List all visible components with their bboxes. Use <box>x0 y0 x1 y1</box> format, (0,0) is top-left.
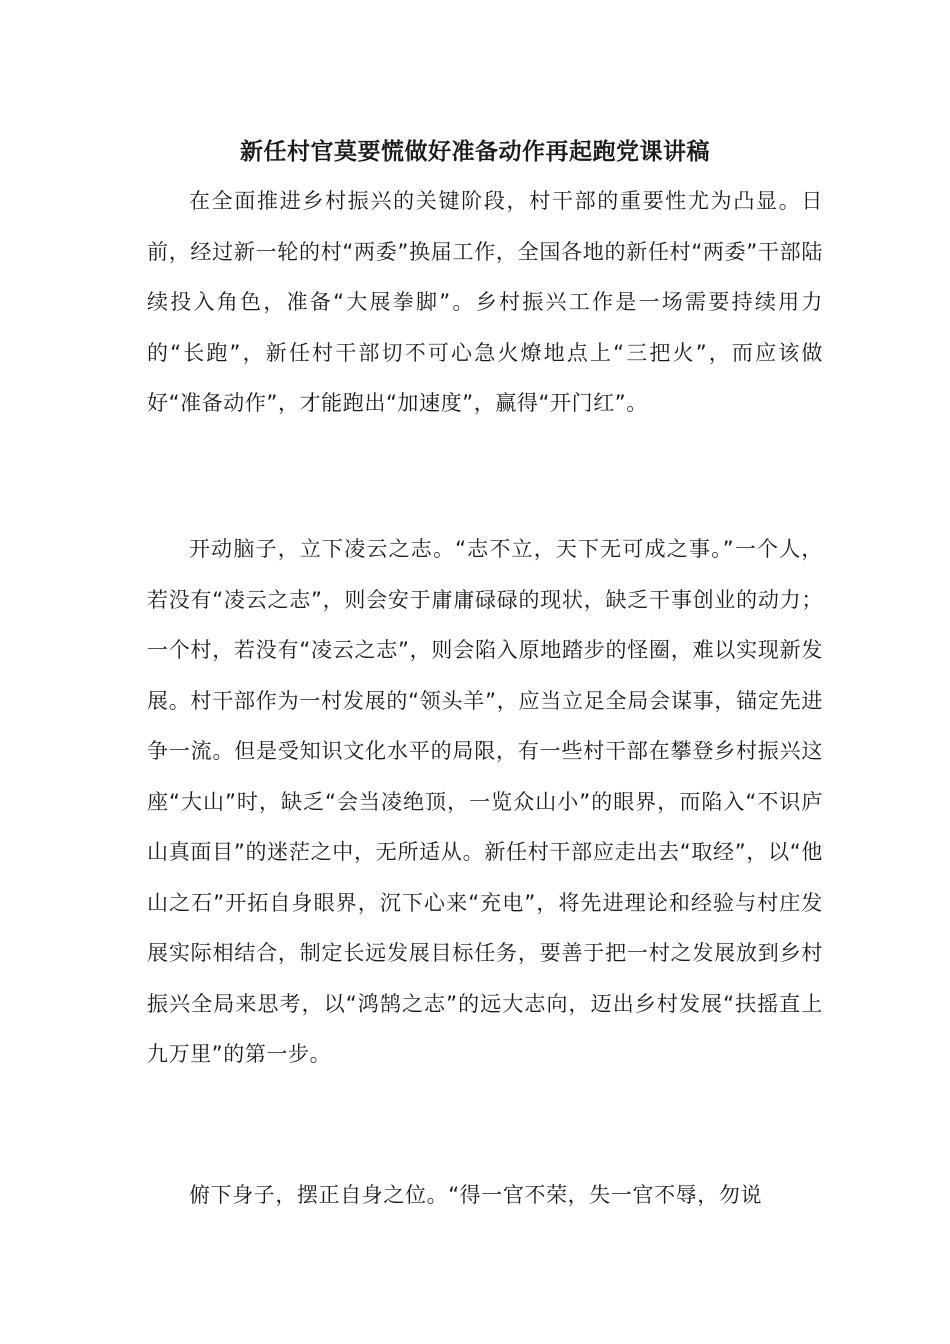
document-title: 新任村官莫要慌做好准备动作再起跑党课讲稿 <box>240 139 710 165</box>
paragraph-ambition: 开动脑子，立下凌云之志。“志不立，天下无可成之事。”一个人，若没有“凌云之志”，则会安于庸庸碌碌的现状，缺乏干事创业的动力；一个村，若没有“凌云之志”，则会陷入原地踏步的怪圈，难以实现新发展。村干部作为一村发展的“领头羊”，应当立足全局会谋事，锚定先进争一流。但是受知识文化水平的局限，有一些村干部在攀登乡村振兴这座“大山”时，缺乏“会当凌绝顶，一览众山小”的眼界，而陷入“不识庐山真面目”的迷茫之中，无所适从。新任村干部应走出去“取经”，以“他山之石”开拓自身眼界，沉下心来“充电”，将先进理论和经验与村庄发展实际相结合，制定长远发展目标任务，要善于把一村之发展放到乡村振兴全局来思考，以“鸿鹄之志”的远大志向，迈出乡村发展“扶摇直上九万里”的第一步。 <box>147 537 823 1066</box>
paragraph-intro: 在全面推进乡村振兴的关键阶段，村干部的重要性尤为凸显。日前，经过新一轮的村“两委”换届工作，全国各地的新任村“两委”干部陆续投入角色，准备“大展拳脚”。乡村振兴工作是一场需要持续用力的“长跑”，新任村干部切不可心急火燎地点上“三把火”，而应该做好“准备动作”，才能跑出“加速度”，赢得“开门红”。 <box>147 189 823 415</box>
paragraph-position: 俯下身子，摆正自身之位。“得一官不荣，失一官不辱，勿说 <box>189 1183 763 1207</box>
